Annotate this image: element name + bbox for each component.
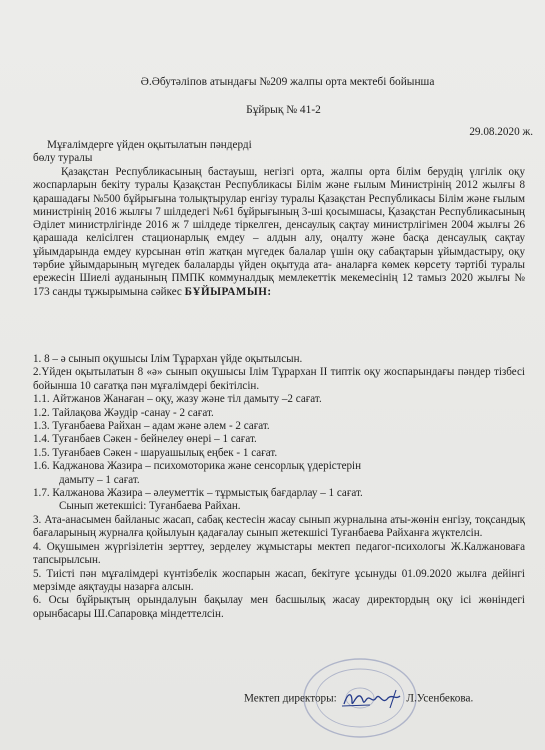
order-number: Бұйрық № 41-2 bbox=[246, 104, 321, 116]
item-2-4: 1.4. Туғанбаев Сәкен - бейнелеу өнері – 1 сағат. bbox=[33, 433, 257, 446]
preamble bbox=[33, 166, 525, 299]
order-word: БҰЙЫРАМЫН: bbox=[184, 285, 272, 298]
item-2-3: 1.3. Туғанбаева Райхан – адам және әлем - 2 сағат. bbox=[33, 420, 270, 433]
item-2-2: 1.2. Тайлақова Жәудір -санау - 2 сағат. bbox=[33, 406, 214, 419]
signature-block bbox=[244, 688, 534, 710]
subject-line-2: бөлу туралы bbox=[33, 152, 93, 165]
item-6: 6. Осы бұйрықтың орындалуын бақылау мен басшылық жасау директордың оқу ісі жөніндегі орынбасары Ш.Сапаровқа міндеттелсін. bbox=[33, 594, 525, 620]
item-2: 2.Үйден оқытылатын 8 «ә» сынып оқушысы Ілім Тұрарxан II типтік оқу жоспарындағы пәндер тізбесі бойынша 10 сағатқа пән мұғалімдері бекітілсін. bbox=[33, 366, 525, 392]
item-5: 5. Тиісті пән мұғалімдері күнтізбелік жоспарын жасап, бекітуге ұсынуды 01.09.2020 жылға дейінгі мерзімде аяқтауды назарға алсын. bbox=[33, 567, 525, 593]
item-4: 4. Оқушымен жүргізілетін зерттеу, зерделеу жұмыстары мектеп педагог-психологы Ж.Калжановаға тапсырылсын. bbox=[33, 540, 525, 567]
director-name: Л.Усенбекова. bbox=[406, 692, 474, 705]
handwritten-signature bbox=[340, 688, 404, 710]
subject-line-1: Мұғалімдерге үйден оқытылатын пәндерді bbox=[47, 139, 252, 151]
item-3: 3. Ата-анасымен байланыс жасап, сабақ кестесін жасау сынып журналына аты-жөнін енгізу, тоқсандық бағаларының журналға қойылуын қадағалау сынып жетекшісі Туғанбаева Райханға жүктелсін. bbox=[33, 513, 525, 540]
order-items bbox=[33, 353, 525, 621]
preamble-text: Қазақстан Республикасының бастауыш, негізгі орта, жалпы орта білім берудің үлгілік оқу жоспарларын бекіту туралы Қазақстан Республикасы Білім және ғылым Министрінің 2012 жылғы 8 қарашадағы №500 бұйрығына толықтырулар енгізу туралы Қазақстан Республикасы Білім және ғылым министрінің 2016 жылғы 7 шілдедегі №61 бұйрығының 3-ші қосымшасы, Қазақстан Республикасының Әділет министрлігінде 2016 ж 7 шілдеде тіркелген, денсаулық сақтау министрлігімен 2004 жылғы 26 қарашада келісілген стационарлық емдеу – алдын алу, оңалту және басқа денсаулық сақтау ұйымдарында емдеу курсынан өтіп жатқан мүгедек балалар үшін оқу сабақтарын ұйымдастыру, оқу тәрбие ұйымдарының мүгедек балаларды үйден оқытуда ата- аналарға көмек көрсету тәртібі туралы ережесін Шиелі ауданының ПМПК коммуналдық мемлекеттік мекемесінің 12 тамыз 2020 жылғы № 173 санды тұжырымына сәйкес bbox=[33, 166, 525, 298]
item-2-5: 1.5. Туғанбаев Сәкен - шаруашылық еңбек - 1 сағат. bbox=[33, 446, 278, 459]
item-2-7: 1.7. Калжанова Жазира – әлеуметтік – тұрмыстық бағдарлау – 1 сағат. bbox=[33, 487, 363, 500]
item-2-6-cont: дамыту – 1 сағат. bbox=[59, 473, 140, 486]
item-1: 1. 8 – ә сынып оқушысы Ілім Тұрарxан үйде оқытылсын. bbox=[33, 353, 303, 365]
order-subject bbox=[33, 139, 333, 166]
class-leader: Сынып жетекшісі: Туғанбаева Райхан. bbox=[59, 500, 241, 513]
item-2-6: 1.6. Каджанова Жазира – психомоторика және сенсорлық үдерістерін bbox=[33, 460, 362, 473]
order-date: 29.08.2020 ж. bbox=[469, 126, 533, 138]
school-heading: Ә.Әбутәліпов атындағы №209 жалпы орта мектебі бойынша bbox=[140, 76, 435, 88]
item-2-1: 1.1. Айтжанов Жанаған – оқу, жазу және тіл дамыту –2 сағат. bbox=[33, 393, 322, 406]
signature-title: Мектеп директоры: bbox=[244, 692, 337, 705]
